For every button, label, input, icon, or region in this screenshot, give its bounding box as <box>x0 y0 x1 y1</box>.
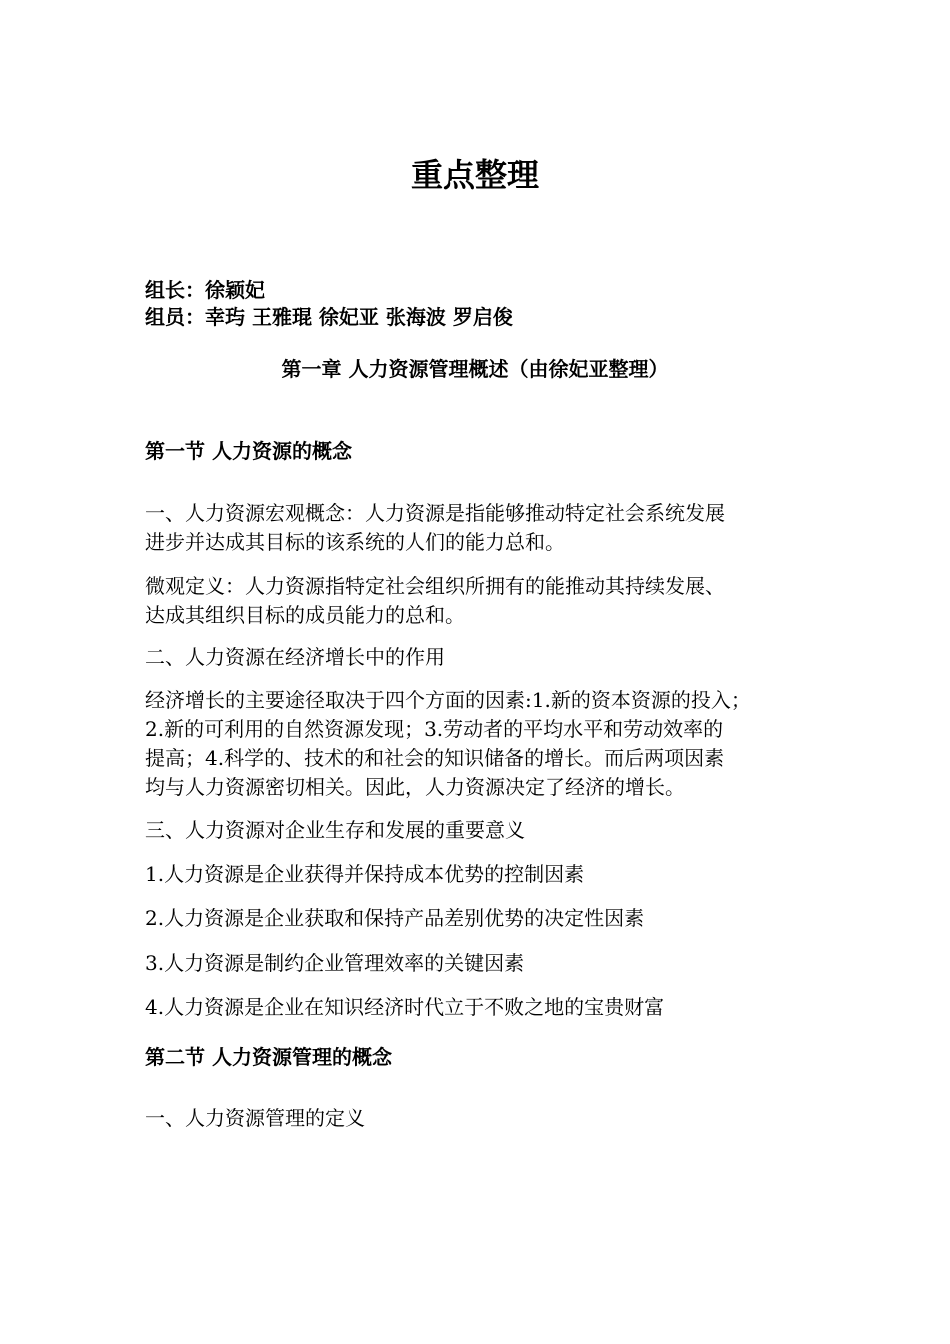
list-item: 3.人力资源是制约企业管理效率的关键因素 <box>145 951 525 975</box>
paragraph-line: 经济增长的主要途径取决于四个方面的因素:1.新的资本资源的投入； <box>145 688 751 712</box>
paragraph-line: 进步并达成其目标的该系统的人们的能力总和。 <box>145 530 565 554</box>
paragraph-macro-definition <box>145 499 835 557</box>
list-item: 2.人力资源是企业获取和保持产品差别优势的决定性因素 <box>145 906 645 930</box>
paragraph-economic-growth <box>145 686 835 802</box>
section-2-heading: 第二节 人力资源管理的概念 <box>145 1045 392 1069</box>
list-item: 1.人力资源是企业获得并保持成本优势的控制因素 <box>145 862 585 886</box>
paragraph-micro-definition <box>145 572 835 630</box>
paragraph-line: 2.新的可利用的自然资源发现；3.劳动者的平均水平和劳动效率的 <box>145 717 724 741</box>
chapter-heading: 第一章 人力资源管理概述（由徐妃亚整理） <box>281 357 669 381</box>
section-1-heading: 第一节 人力资源的概念 <box>145 439 352 463</box>
paragraph-line: 达成其组织目标的成员能力的总和。 <box>145 603 465 627</box>
subheading-economic-growth: 二、人力资源在经济增长中的作用 <box>145 645 445 669</box>
paragraph-line: 均与人力资源密切相关。因此，人力资源决定了经济的增长。 <box>145 775 685 799</box>
group-members: 组员：幸玙 王雅琨 徐妃亚 张海波 罗启俊 <box>145 305 513 329</box>
paragraph-line: 一、人力资源宏观概念：人力资源是指能够推动特定社会系统发展 <box>145 501 725 525</box>
subheading-hrm-definition: 一、人力资源管理的定义 <box>145 1106 365 1130</box>
paragraph-line: 提高；4.科学的、技术的和社会的知识储备的增长。而后两项因素 <box>145 746 725 770</box>
subheading-enterprise-significance: 三、人力资源对企业生存和发展的重要意义 <box>145 818 525 842</box>
document-title: 重点整理 <box>410 156 539 194</box>
paragraph-line: 微观定义：人力资源指特定社会组织所拥有的能推动其持续发展、 <box>145 574 725 598</box>
list-item: 4.人力资源是企业在知识经济时代立于不败之地的宝贵财富 <box>145 995 665 1019</box>
group-leader: 组长：徐颖妃 <box>145 278 265 302</box>
